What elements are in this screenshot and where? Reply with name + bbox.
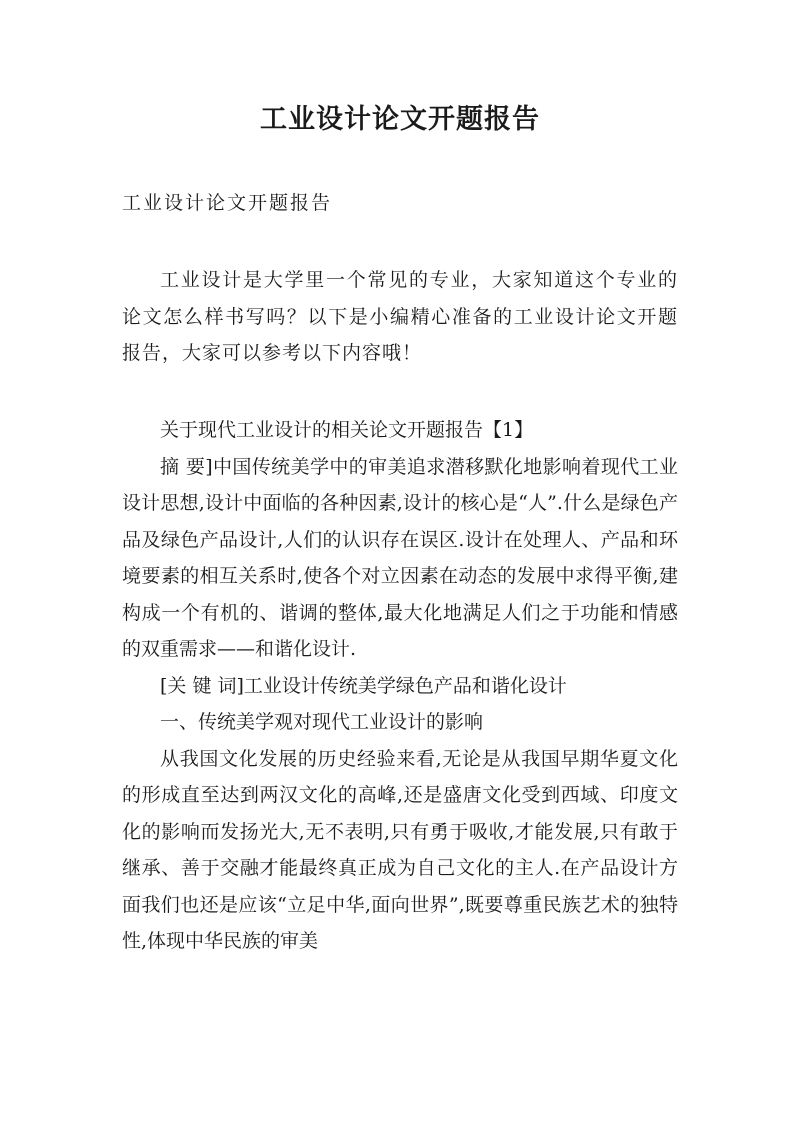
- heading-1: 一、传统美学观对现代工业设计的影响: [160, 711, 484, 733]
- keywords-line: [关 键 词]工业设计传统美学绿色产品和谐化设计: [160, 674, 567, 697]
- article-body: [122, 412, 678, 960]
- body-paragraph-1: 从我国文化发展的历史经验来看,无论是从我国早期华夏文化的形成直至达到两汉文化的高峰,还是盛唐文化受到西域、印度文化的影响而发扬光大,无不表明,只有勇于吸收,才能发展,只有敢于继承、善于交融才能最终真正成为自己文化的主人.在产品设计方面我们也还是应该“立足中华,面向世界”,既要尊重民族艺术的独特性,体现中华民族的审美: [122, 747, 678, 952]
- abstract-paragraph: 摘 要]中国传统美学中的审美追求潜移默化地影响着现代工业设计思想,设计中面临的各种因素,设计的核心是“人”.什么是绿色产品及绿色产品设计,人们的认识存在误区.设计在处理人、产品和环境要素的相互关系时,使各个对立因素在动态的发展中求得平衡,建构成一个有机的、谐调的整体,最大化地满足人们之于功能和情感的双重需求——和谐化设计.: [122, 455, 678, 660]
- document-title: 工业设计论文开题报告: [260, 104, 540, 135]
- section-heading: 关于现代工业设计的相关论文开题报告【1】: [160, 419, 534, 441]
- intro-paragraph: 工业设计是大学里一个常见的专业，大家知道这个专业的论文怎么样书写吗？以下是小编精心准备的工业设计论文开题报告，大家可以参考以下内容哦！: [122, 269, 678, 364]
- document-subtitle: 工业设计论文开题报告: [122, 192, 333, 214]
